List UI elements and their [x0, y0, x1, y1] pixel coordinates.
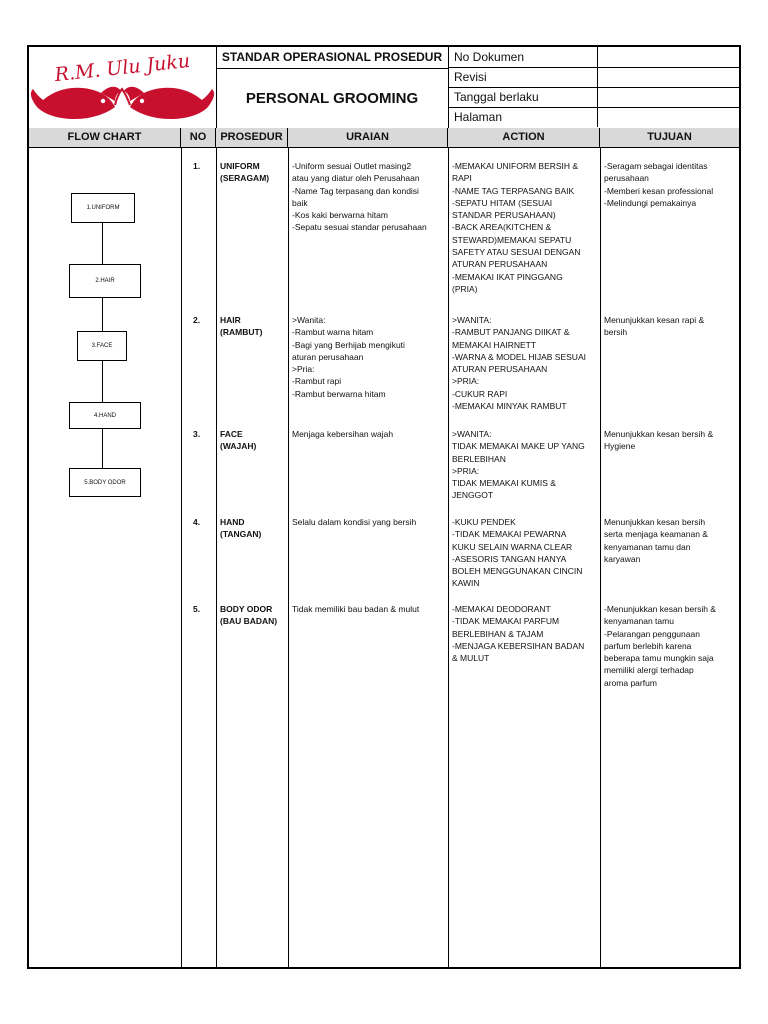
cell-uraian — [288, 428, 448, 440]
cell-prosedur — [216, 428, 288, 453]
cell-line: atau yang diatur oleh Perusahaan — [292, 173, 420, 184]
cell-line: memiliki alergi terhadap — [604, 665, 694, 676]
cell-action — [448, 428, 600, 502]
flow-step-hair: 2.HAIR — [69, 264, 141, 298]
cell-line: HAIR — [220, 315, 241, 325]
cell-line: STEWARD)MEMAKAI SEPATU — [452, 234, 572, 245]
cell-line: (SERAGAM) — [220, 173, 270, 184]
cell-line: -Menunjukkan kesan bersih & — [604, 604, 716, 614]
cell-line: karyawan — [604, 553, 641, 564]
cell-line: baik — [292, 197, 308, 208]
koi-fish-logo-icon — [29, 47, 216, 128]
cell-line: KUKU SELAIN WARNA CLEAR — [452, 541, 573, 552]
cell-line: >Wanita: — [292, 315, 326, 325]
cell-line: beberapa tamu mungkin saja — [604, 653, 714, 664]
cell-line: -KUKU PENDEK — [452, 517, 516, 527]
cell-line: ATURAN PERUSAHAAN — [452, 259, 548, 270]
cell-line: -Pelarangan penggunaan — [604, 628, 700, 639]
cell-line: JENGGOT — [452, 490, 494, 501]
cell-line: -Seragam sebagai identitas — [604, 161, 708, 171]
title-block — [216, 47, 449, 128]
cell-line: 5. — [193, 604, 201, 614]
cell-line: RAPI — [452, 173, 472, 184]
sop-document — [27, 45, 741, 969]
cell-line: -Uniform sesuai Outlet masing2 — [292, 161, 412, 171]
meta-label: Revisi — [448, 67, 598, 87]
column-header-no: NO — [181, 128, 216, 147]
cell-line: -Rambut rapi — [292, 376, 342, 387]
cell-line: Hygiene — [604, 441, 636, 452]
cell-line: Selalu dalam kondisi yang bersih — [292, 517, 417, 527]
cell-uraian — [288, 160, 448, 234]
cell-line: aroma parfum — [604, 677, 657, 688]
cell-tujuan — [600, 516, 739, 565]
cell-line: & MULUT — [452, 653, 490, 664]
cell-line: bersih — [604, 327, 628, 338]
cell-line: 2. — [193, 315, 201, 325]
flow-connector — [102, 223, 103, 264]
cell-line: -MEMAKAI IKAT PINGGANG — [452, 271, 563, 282]
cell-line: parfum berlebih karena — [604, 640, 692, 651]
cell-tujuan — [600, 603, 739, 689]
cell-line: Menjaga kebersihan wajah — [292, 429, 394, 439]
logo-text: R.M. Ulu Juku — [53, 49, 192, 87]
cell-line: (PRIA) — [452, 283, 478, 294]
flow-connector — [102, 361, 103, 402]
cell-no — [181, 516, 216, 528]
cell-line: serta menjaga keamanan & — [604, 529, 708, 540]
column-divider — [216, 148, 217, 967]
cell-action — [448, 516, 600, 590]
cell-line: Tidak memiliki bau badan & mulut — [292, 604, 420, 614]
cell-line: -Kos kaki berwarna hitam — [292, 210, 388, 221]
cell-line: >WANITA: — [452, 315, 492, 325]
cell-uraian — [288, 516, 448, 528]
meta-row-tanggal-berlaku — [448, 87, 739, 108]
column-header-tujuan: TUJUAN — [647, 131, 692, 143]
cell-action — [448, 314, 600, 412]
cell-line: SAFETY ATAU SESUAI DENGAN — [452, 247, 581, 258]
flow-step-uniform: 1.UNIFORM — [71, 193, 135, 223]
cell-action — [448, 160, 600, 295]
cell-line: -SEPATU HITAM (SESUAI — [452, 197, 553, 208]
cell-line: 3. — [193, 429, 201, 439]
cell-line: BOLEH MENGGUNAKAN CINCIN — [452, 566, 583, 577]
cell-line: -Rambut berwarna hitam — [292, 388, 386, 399]
cell-line: FACE — [220, 429, 243, 439]
document-title: PERSONAL GROOMING — [245, 90, 419, 107]
cell-line: -Melindungi pemakainya — [604, 197, 697, 208]
cell-line: kenyamanan tamu dan — [604, 541, 691, 552]
cell-line: -NAME TAG TERPASANG BAIK — [452, 185, 575, 196]
cell-no — [181, 428, 216, 440]
meta-row-halaman — [448, 107, 739, 127]
cell-line: -RAMBUT PANJANG DIIKAT & — [452, 327, 570, 338]
cell-line: BERLEBIHAN & TAJAM — [452, 628, 544, 639]
cell-no — [181, 160, 216, 172]
cell-line: -MEMAKAI DEODORANT — [452, 604, 551, 614]
cell-line: TIDAK MEMAKAI MAKE UP YANG — [452, 441, 585, 452]
cell-line: aturan perusahaan — [292, 351, 364, 362]
cell-prosedur — [216, 516, 288, 541]
cell-uraian — [288, 314, 448, 400]
cell-line: UNIFORM — [220, 161, 260, 171]
meta-value — [599, 107, 739, 127]
cell-line: 1. — [193, 161, 201, 171]
document-header — [29, 47, 739, 129]
cell-uraian — [288, 603, 448, 615]
cell-prosedur — [216, 160, 288, 185]
cell-line: -Memberi kesan professional — [604, 185, 714, 196]
cell-tujuan — [600, 160, 739, 209]
cell-line: 4. — [193, 517, 201, 527]
cell-line: perusahaan — [604, 173, 649, 184]
cell-line: >PRIA: — [452, 465, 480, 476]
cell-line: TIDAK MEMAKAI KUMIS & — [452, 478, 556, 489]
column-divider — [288, 148, 289, 967]
cell-line: >WANITA: — [452, 429, 492, 439]
flow-chart — [29, 148, 181, 967]
cell-line: -ASESORIS TANGAN HANYA — [452, 553, 567, 564]
column-headers — [29, 128, 739, 148]
cell-line: KAWIN — [452, 578, 480, 589]
cell-line: (WAJAH) — [220, 441, 257, 452]
cell-action — [448, 603, 600, 664]
meta-value — [599, 47, 739, 67]
cell-line: -MEMAKAI MINYAK RAMBUT — [452, 401, 567, 412]
cell-line: (BAU BADAN) — [220, 616, 278, 627]
column-header-prosedur: PROSEDUR — [216, 128, 288, 147]
cell-line: (TANGAN) — [220, 529, 262, 540]
meta-label: No Dokumen — [448, 47, 598, 67]
cell-line: -TIDAK MEMAKAI PARFUM — [452, 616, 560, 627]
cell-line: -MEMAKAI UNIFORM BERSIH & — [452, 161, 579, 171]
cell-tujuan — [600, 314, 739, 339]
cell-line: -Bagi yang Berhijab mengikuti — [292, 339, 405, 350]
flow-connector — [102, 429, 103, 468]
cell-line: (RAMBUT) — [220, 327, 263, 338]
cell-line: HAND — [220, 517, 245, 527]
cell-line: >Pria: — [292, 364, 315, 375]
meta-value — [599, 67, 739, 87]
cell-line: ATURAN PERUSAHAAN — [452, 364, 548, 375]
cell-line: -Rambut warna hitam — [292, 327, 374, 338]
meta-value — [599, 87, 739, 107]
cell-line: -Name Tag terpasang dan kondisi — [292, 185, 419, 196]
table-body — [29, 148, 739, 967]
meta-row-no-dokumen — [448, 47, 739, 68]
cell-no — [181, 603, 216, 615]
flow-connector — [102, 298, 103, 331]
cell-prosedur — [216, 314, 288, 339]
cell-line: BERLEBIHAN — [452, 453, 506, 464]
flow-step-face: 3.FACE — [77, 331, 127, 361]
cell-line: -MENJAGA KEBERSIHAN BADAN — [452, 640, 585, 651]
meta-row-revisi — [448, 67, 739, 88]
cell-line: STANDAR PERUSAHAAN) — [452, 210, 556, 221]
document-meta — [448, 47, 739, 128]
cell-line: -TIDAK MEMAKAI PEWARNA — [452, 529, 567, 540]
cell-no — [181, 314, 216, 326]
column-header-uraian: URAIAN — [288, 128, 448, 147]
cell-line: BODY ODOR — [220, 604, 273, 614]
cell-prosedur — [216, 603, 288, 628]
meta-label: Halaman — [448, 107, 598, 127]
cell-line: Menunjukkan kesan rapi & — [604, 315, 705, 325]
meta-label: Tanggal berlaku — [448, 87, 598, 107]
sop-label: STANDAR OPERASIONAL PROSEDUR — [216, 47, 448, 69]
flow-step-hand: 4.HAND — [69, 402, 141, 429]
cell-line: -CUKUR RAPI — [452, 388, 508, 399]
column-header-flow-chart: FLOW CHART — [29, 128, 181, 147]
flow-step-body-odor: 5.BODY ODOR — [69, 468, 141, 497]
cell-line: -WARNA & MODEL HIJAB SESUAI — [452, 351, 586, 362]
column-divider — [181, 148, 182, 967]
cell-line: MEMAKAI HAIRNETT — [452, 339, 537, 350]
cell-tujuan — [600, 428, 739, 453]
logo — [29, 47, 217, 128]
cell-line: >PRIA: — [452, 376, 480, 387]
cell-line: Menunjukkan kesan bersih & — [604, 429, 714, 439]
cell-line: -BACK AREA(KITCHEN & — [452, 222, 552, 233]
cell-line: Menunjukkan kesan bersih — [604, 517, 706, 527]
cell-line: kenyamanan tamu — [604, 616, 674, 627]
column-header-action: ACTION — [448, 128, 600, 147]
cell-line: -Sepatu sesuai standar perusahaan — [292, 222, 427, 233]
